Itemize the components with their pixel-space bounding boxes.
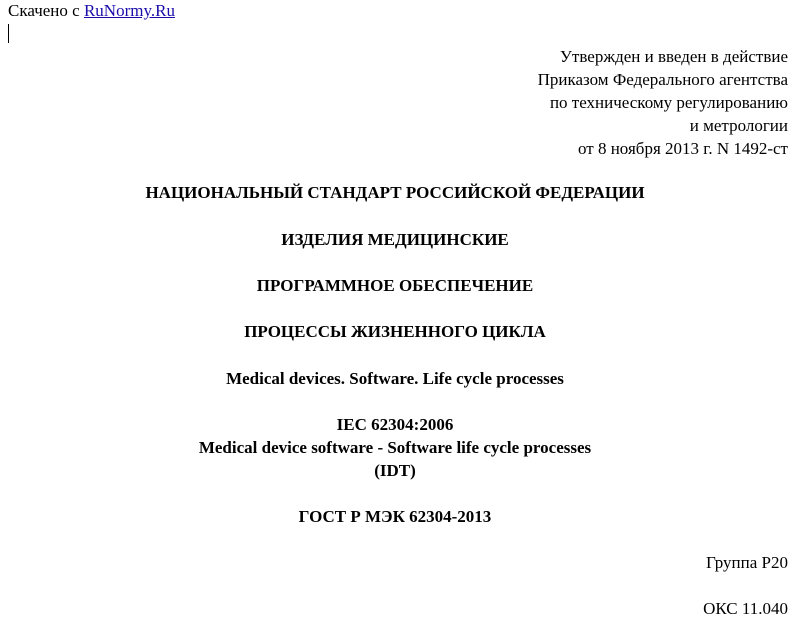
iec-title: Medical device software - Software life cycle processes <box>198 438 592 457</box>
approval-line: от 8 ноября 2013 г. N 1492-ст <box>578 139 788 158</box>
idt-label: (IDT) <box>374 461 416 480</box>
title-software: ПРОГРАММНОЕ ОБЕСПЕЧЕНИЕ <box>256 276 534 295</box>
approval-block <box>288 45 788 160</box>
approval-line: и метрологии <box>689 116 788 135</box>
english-title: Medical devices. Software. Life cycle processes <box>226 369 564 388</box>
approval-line: по техническому регулированию <box>549 93 788 112</box>
approval-line: Приказом Федерального агентства <box>537 70 788 89</box>
group-classification: Группа Р20 <box>706 553 788 572</box>
runormy-link[interactable]: RuNormy.Ru <box>83 1 175 20</box>
download-prefix: Скачено с <box>8 1 84 20</box>
download-source-line <box>8 1 175 21</box>
title-life-cycle: ПРОЦЕССЫ ЖИЗНЕННОГО ЦИКЛА <box>244 322 546 341</box>
national-standard-heading: НАЦИОНАЛЬНЫЙ СТАНДАРТ РОССИЙСКОЙ ФЕДЕРАЦИИ <box>145 183 645 202</box>
approval-line: Утвержден и введен в действие <box>559 47 788 66</box>
oks-classification: ОКС 11.040 <box>703 599 788 618</box>
title-medical-devices: ИЗДЕЛИЯ МЕДИЦИНСКИЕ <box>281 230 509 249</box>
iec-number: IEC 62304:2006 <box>336 415 454 434</box>
gost-number: ГОСТ Р МЭК 62304-2013 <box>298 507 492 526</box>
text-cursor <box>8 24 9 43</box>
